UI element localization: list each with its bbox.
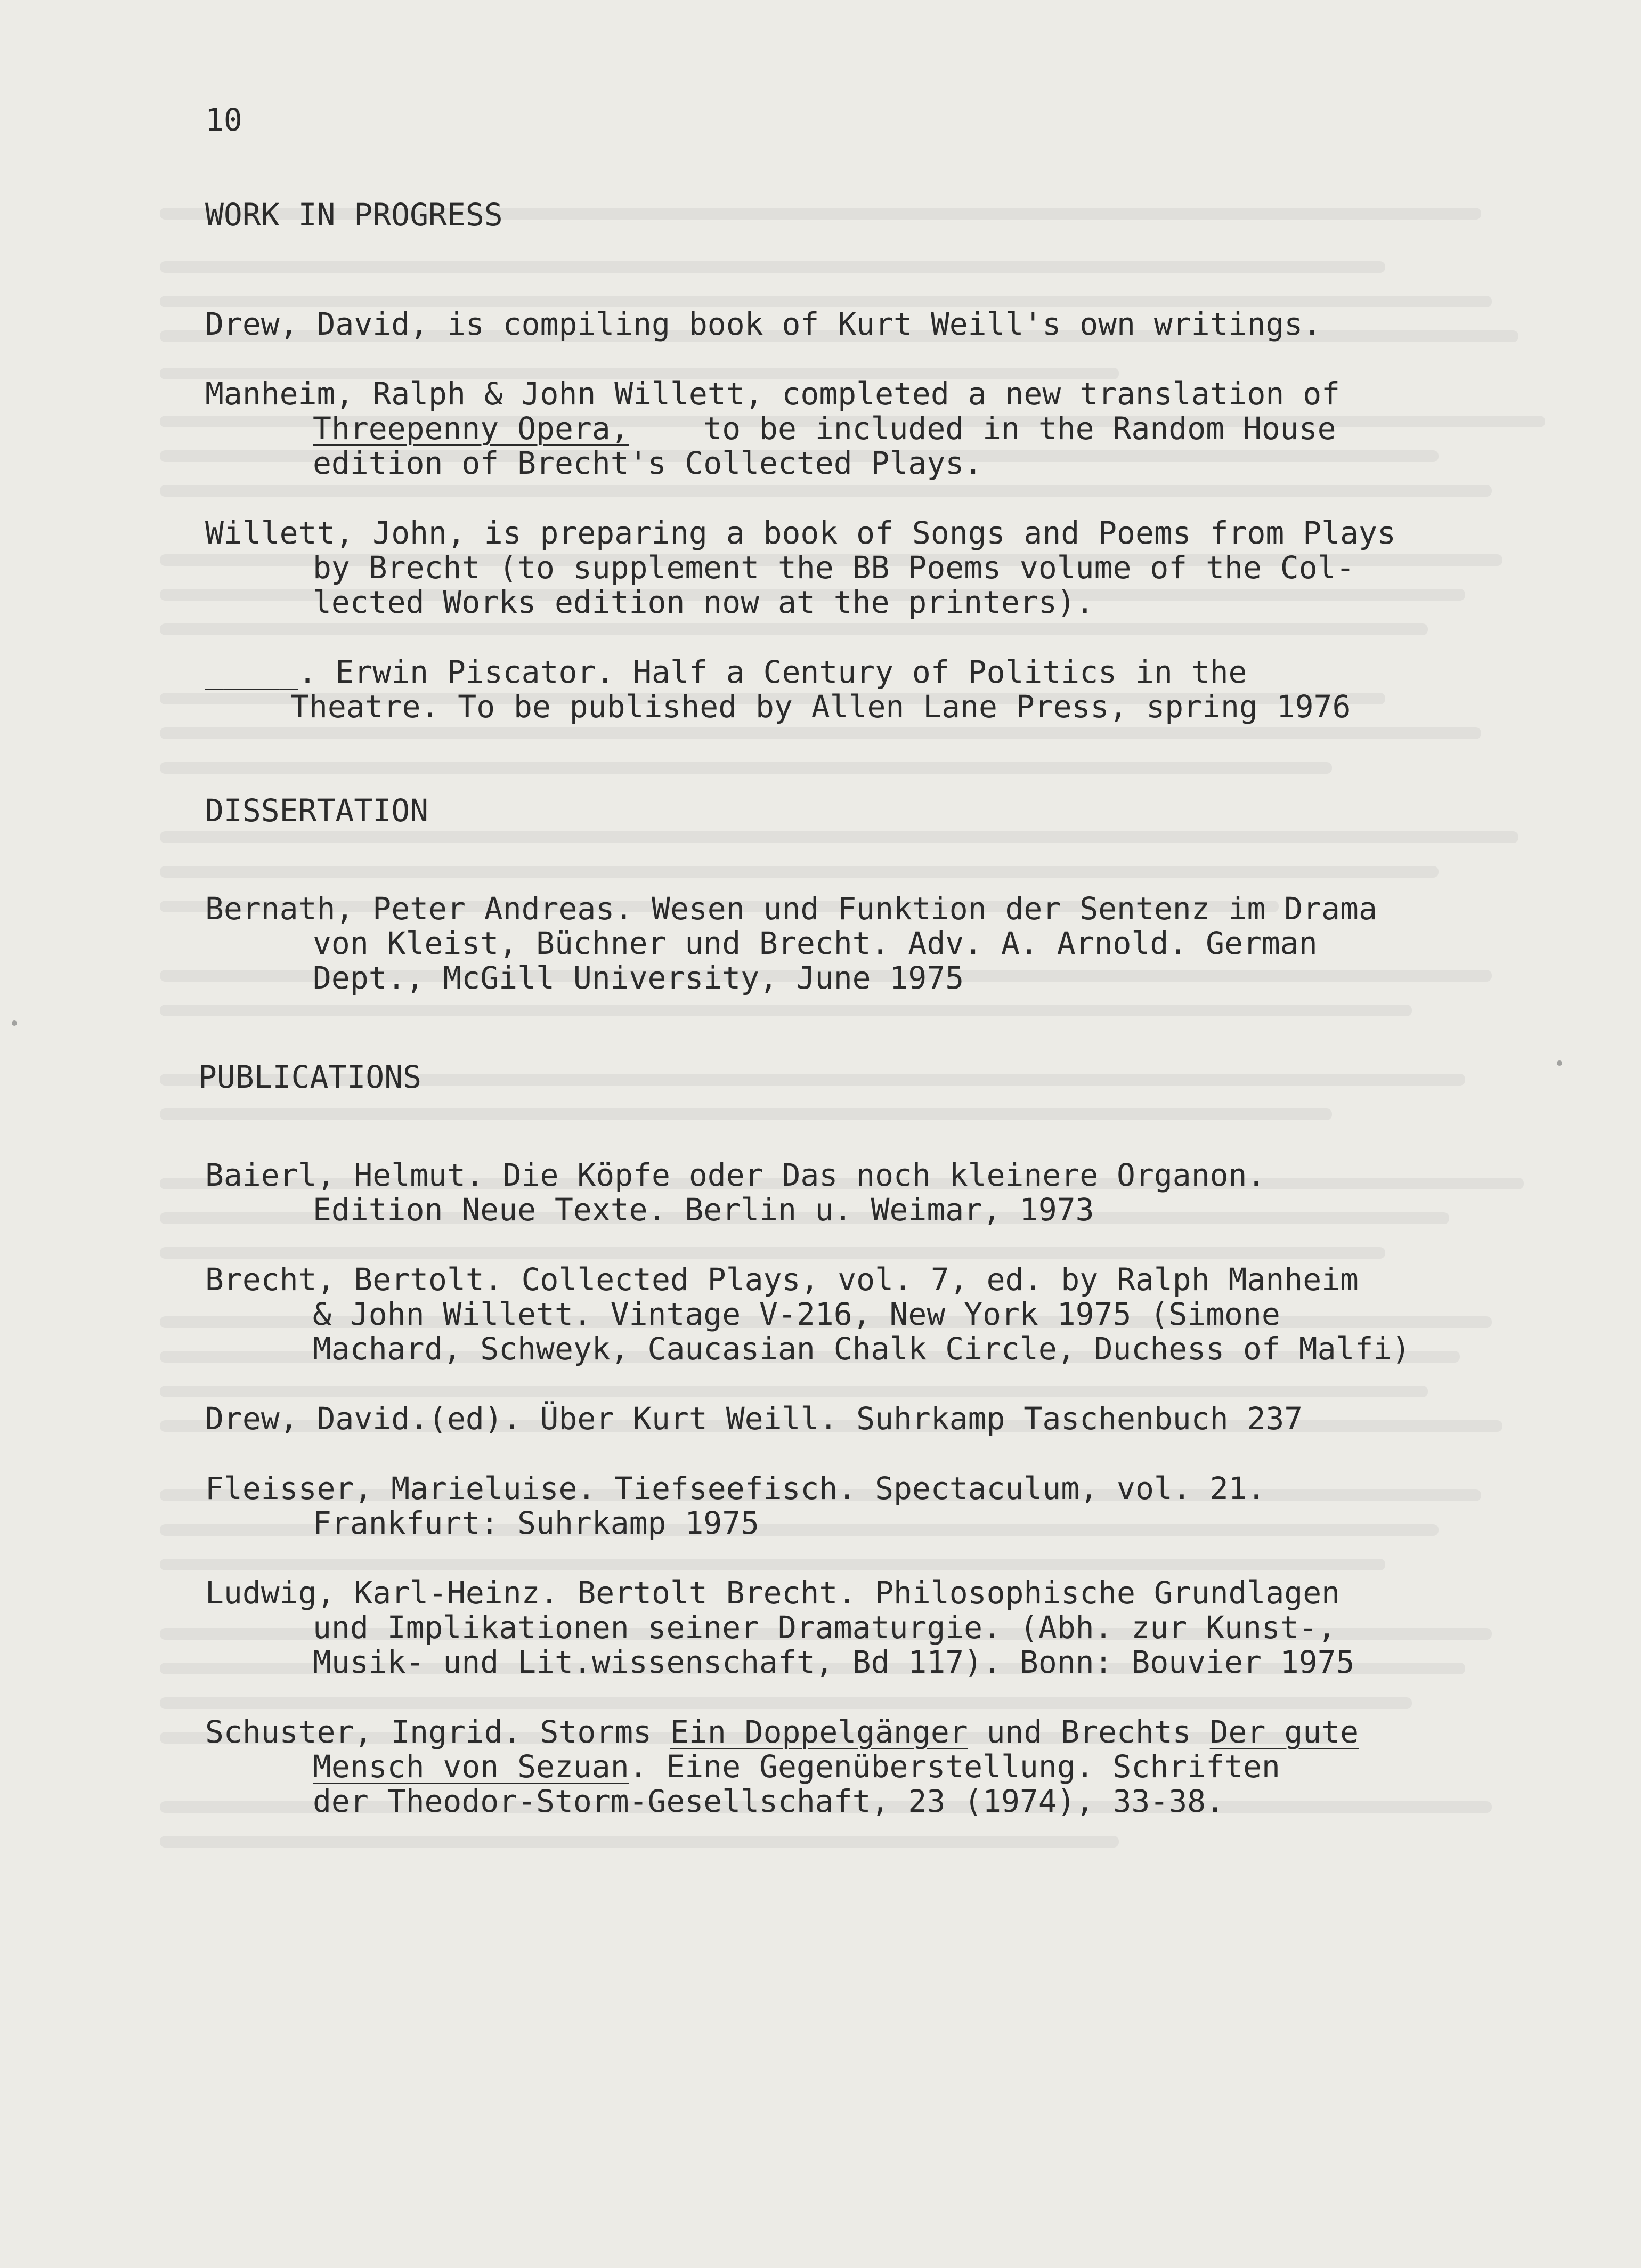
wip-entry-manheim-line3: edition of Brecht's Collected Plays. [313, 445, 983, 481]
page-number: 10 [205, 102, 242, 138]
pub-entry-schuster-line3: der Theodor-Storm-Gesellschaft, 23 (1974), 33-38. [313, 1783, 1225, 1819]
section-heading-work-in-progress: WORK IN PROGRESS [205, 197, 503, 233]
pub-entry-schuster-line1: Schuster, Ingrid. Storms Ein Doppelgänger und Brechts Der gute [205, 1714, 1359, 1750]
title-threepenny-opera: Threepenny Opera, [313, 410, 629, 447]
paper-speck [1557, 1060, 1562, 1066]
pub-entry-brecht-line2: & John Willett. Vintage V-216, New York 1975 (Simone [313, 1296, 1280, 1332]
pub-entry-ludwig-line3: Musik- und Lit.wissenschaft, Bd 117). Bonn: Bouvier 1975 [313, 1644, 1355, 1680]
dissertation-entry-bernath-line2: von Kleist, Büchner und Brecht. Adv. A. Arnold. German [313, 925, 1318, 961]
wip-entry-willett-line1: Willett, John, is preparing a book of Songs and Poems from Plays [205, 515, 1396, 551]
wip-entry-piscator-line2: Theatre. To be published by Allen Lane Press, spring 1976 [290, 689, 1351, 725]
wip-entry-drew-line1: Drew, David, is compiling book of Kurt Weill's own writings. [205, 306, 1322, 342]
wip-entry-manheim-line2: Threepenny Opera, to be included in the Random House [313, 410, 1336, 447]
pub-entry-baierl-line1: Baierl, Helmut. Die Köpfe oder Das noch kleinere Organon. [205, 1157, 1266, 1193]
wip-entry-manheim-line1: Manheim, Ralph & John Willett, completed a new translation of [205, 376, 1341, 412]
pub-entry-fleisser-line2: Frankfurt: Suhrkamp 1975 [313, 1505, 760, 1541]
wip-entry-willett-line3: lected Works edition now at the printers). [313, 584, 1094, 620]
pub-entry-brecht-line1: Brecht, Bertolt. Collected Plays, vol. 7, ed. by Ralph Manheim [205, 1261, 1359, 1298]
wip-entry-piscator-line1: _____. Erwin Piscator. Half a Century of Politics in the [205, 654, 1247, 690]
pub-entry-baierl-line2: Edition Neue Texte. Berlin u. Weimar, 1973 [313, 1192, 1094, 1228]
paper-speck [12, 1020, 17, 1026]
pub-entry-schuster-line2: Mensch von Sezuan. Eine Gegenüberstellung. Schriften [313, 1748, 1280, 1785]
wip-entry-willett-line2: by Brecht (to supplement the BB Poems volume of the Col- [313, 549, 1355, 586]
section-heading-dissertation: DISSERTATION [205, 792, 429, 829]
pub-entry-brecht-line3: Machard, Schweyk, Caucasian Chalk Circle, Duchess of Malfi) [313, 1331, 1411, 1367]
pub-entry-ludwig-line2: und Implikationen seiner Dramaturgie. (Abh. zur Kunst-, [313, 1609, 1336, 1646]
pub-entry-fleisser-line1: Fleisser, Marieluise. Tiefseefisch. Spectaculum, vol. 21. [205, 1470, 1266, 1506]
title-mensch-von-sezuan: Mensch von Sezuan [313, 1748, 629, 1785]
section-heading-publications: PUBLICATIONS [198, 1059, 422, 1095]
title-der-gute: Der gute [1209, 1714, 1359, 1750]
title-ein-doppelganger: Ein Doppelgänger [670, 1714, 968, 1750]
dissertation-entry-bernath-line1: Bernath, Peter Andreas. Wesen und Funktion der Sentenz im Drama [205, 890, 1377, 927]
pub-entry-drew-line1: Drew, David.(ed). Über Kurt Weill. Suhrkamp Taschenbuch 237 [205, 1400, 1303, 1437]
dissertation-entry-bernath-line3: Dept., McGill University, June 1975 [313, 960, 964, 996]
pub-entry-ludwig-line1: Ludwig, Karl-Heinz. Bertolt Brecht. Philosophische Grundlagen [205, 1575, 1341, 1611]
